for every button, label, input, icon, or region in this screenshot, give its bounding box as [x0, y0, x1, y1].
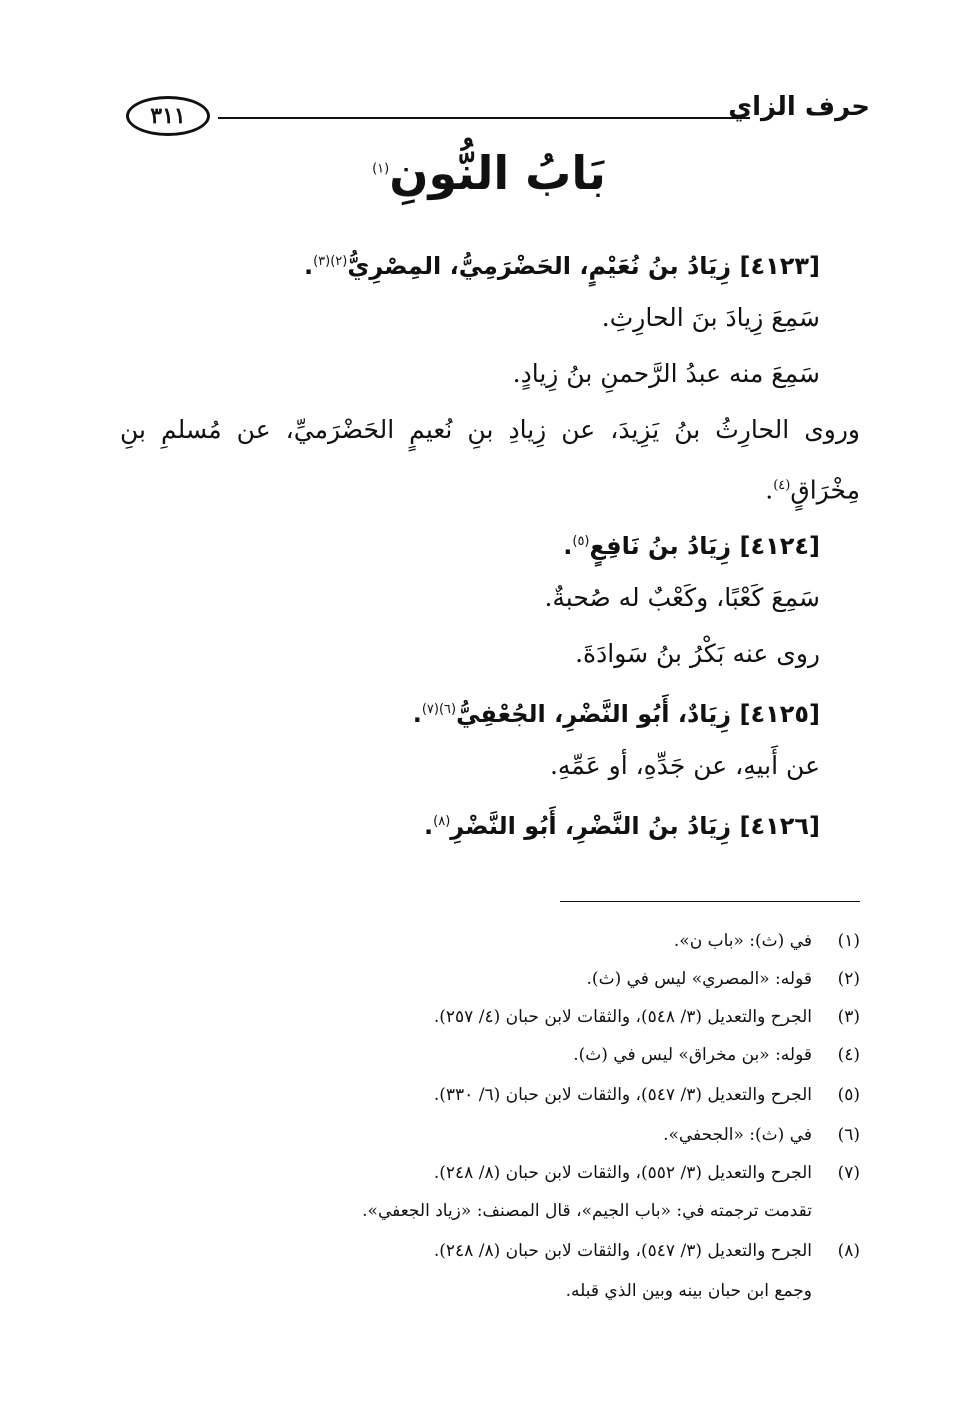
entry-heading	[563, 522, 820, 566]
footnote-text: الجرح والتعديل (٣/ ٥٤٧)، والثقات لابن حبان (٦/ ٣٣٠).	[433, 1085, 812, 1105]
footnote-number: (٢)	[837, 969, 860, 989]
body-line: وروى الحارِثُ بنُ يَزِيدَ، عن زِيادِ بنِ نُعيمٍ الحَضْرَميِّ، عن مُسلمِ بنِ	[120, 415, 860, 444]
body-line: روى عنه بَكْرُ بنُ سَوادَةَ.	[575, 639, 820, 668]
entry-heading	[413, 690, 820, 734]
footnote-rule	[560, 901, 860, 902]
body-line: سَمِعَ زِيادَ بنَ الحارِثِ.	[601, 303, 820, 332]
body-line: عن أَبيهِ، عن جَدِّهِ، أو عَمِّهِ.	[549, 751, 820, 780]
footnote-text: قوله: «المصري» ليس في (ث).	[586, 969, 812, 989]
footnote	[434, 1236, 860, 1266]
entry-heading	[424, 802, 820, 846]
footnote-number: (١)	[837, 931, 860, 951]
footnote-ref: (٥)	[572, 534, 590, 549]
body-line: سَمِعَ كَعْبًا، وكَعْبٌ له صُحبةٌ.	[544, 583, 820, 612]
entry-heading-text: [٤١٢٤] زِيَادُ بنُ نَافِعٍ	[589, 532, 820, 560]
footnote-ref: (٨)	[433, 814, 451, 829]
footnote	[573, 1040, 860, 1070]
footnote-number: (٦)	[837, 1125, 860, 1145]
footnote-number: (٤)	[837, 1045, 860, 1065]
footnote-text: الجرح والتعديل (٣/ ٥٥٢)، والثقات لابن حبان (٨/ ٢٤٨).	[433, 1163, 812, 1183]
footnote-text: في (ث): «الجحفي».	[663, 1125, 812, 1145]
body-line	[765, 466, 860, 510]
footnote	[587, 964, 860, 994]
footnote	[434, 1158, 860, 1188]
page-header	[118, 86, 870, 146]
footnote-number: (٧)	[837, 1163, 860, 1183]
footnote-continuation: تقدمت ترجمته في: «باب الجيم»، قال المصنف: «زياد الجعفي».	[362, 1201, 812, 1221]
punctuation: .	[563, 532, 573, 560]
entry-heading-text: [٤١٢٣] زِيَادُ بنُ نُعَيْمٍ، الحَضْرَمِيُّ، المِصْرِيُّ	[347, 252, 820, 280]
entry-heading-text: [٤١٢٦] زِيَادُ بنُ النَّضْرِ، أَبُو النَّضْرِ	[450, 812, 820, 840]
chapter-title-text: بَابُ النُّونِ	[389, 146, 606, 200]
footnote	[674, 926, 860, 956]
footnote	[434, 1080, 860, 1110]
footnote-text: الجرح والتعديل (٣/ ٥٤٨)، والثقات لابن حبان (٤/ ٢٥٧).	[433, 1007, 812, 1027]
running-title: حرف الزاي	[728, 92, 870, 122]
footnote-ref: (٤)	[773, 478, 791, 493]
footnote-number: (٨)	[837, 1241, 860, 1261]
footnote-text: الجرح والتعديل (٣/ ٥٤٧)، والثقات لابن حبان (٨/ ٢٤٨).	[433, 1241, 812, 1261]
entry-heading-text: [٤١٢٥] زِيَادٌ، أَبُو النَّضْرِ، الجُعْفِيُّ	[456, 700, 820, 728]
punctuation: .	[765, 475, 774, 505]
chapter-title	[0, 146, 978, 200]
body-line: سَمِعَ منه عبدُ الرَّحمنِ بنُ زِيادٍ.	[512, 359, 820, 388]
footnote-text: في (ث): «باب ن».	[673, 931, 812, 951]
punctuation: .	[424, 812, 434, 840]
body-text: مِخْرَاقٍ	[790, 475, 860, 505]
footnote-ref: (١)	[372, 161, 390, 177]
punctuation: .	[303, 252, 314, 280]
header-rule	[218, 117, 750, 119]
footnote-text: قوله: «بن مخراق» ليس في (ث).	[573, 1045, 812, 1065]
footnote-ref: (٢)(٣)	[313, 254, 348, 269]
footnote-number: (٣)	[837, 1007, 860, 1027]
entry-heading	[304, 242, 820, 286]
footnote-number: (٥)	[837, 1085, 860, 1105]
footnote-continuation: وجمع ابن حبان بينه وبين الذي قبله.	[565, 1281, 812, 1301]
punctuation: .	[412, 700, 422, 728]
footnote-ref: (٦)(٧)	[421, 702, 457, 717]
footnote	[434, 1002, 860, 1032]
page-number: ٣١١	[126, 96, 210, 136]
footnote	[663, 1120, 860, 1150]
